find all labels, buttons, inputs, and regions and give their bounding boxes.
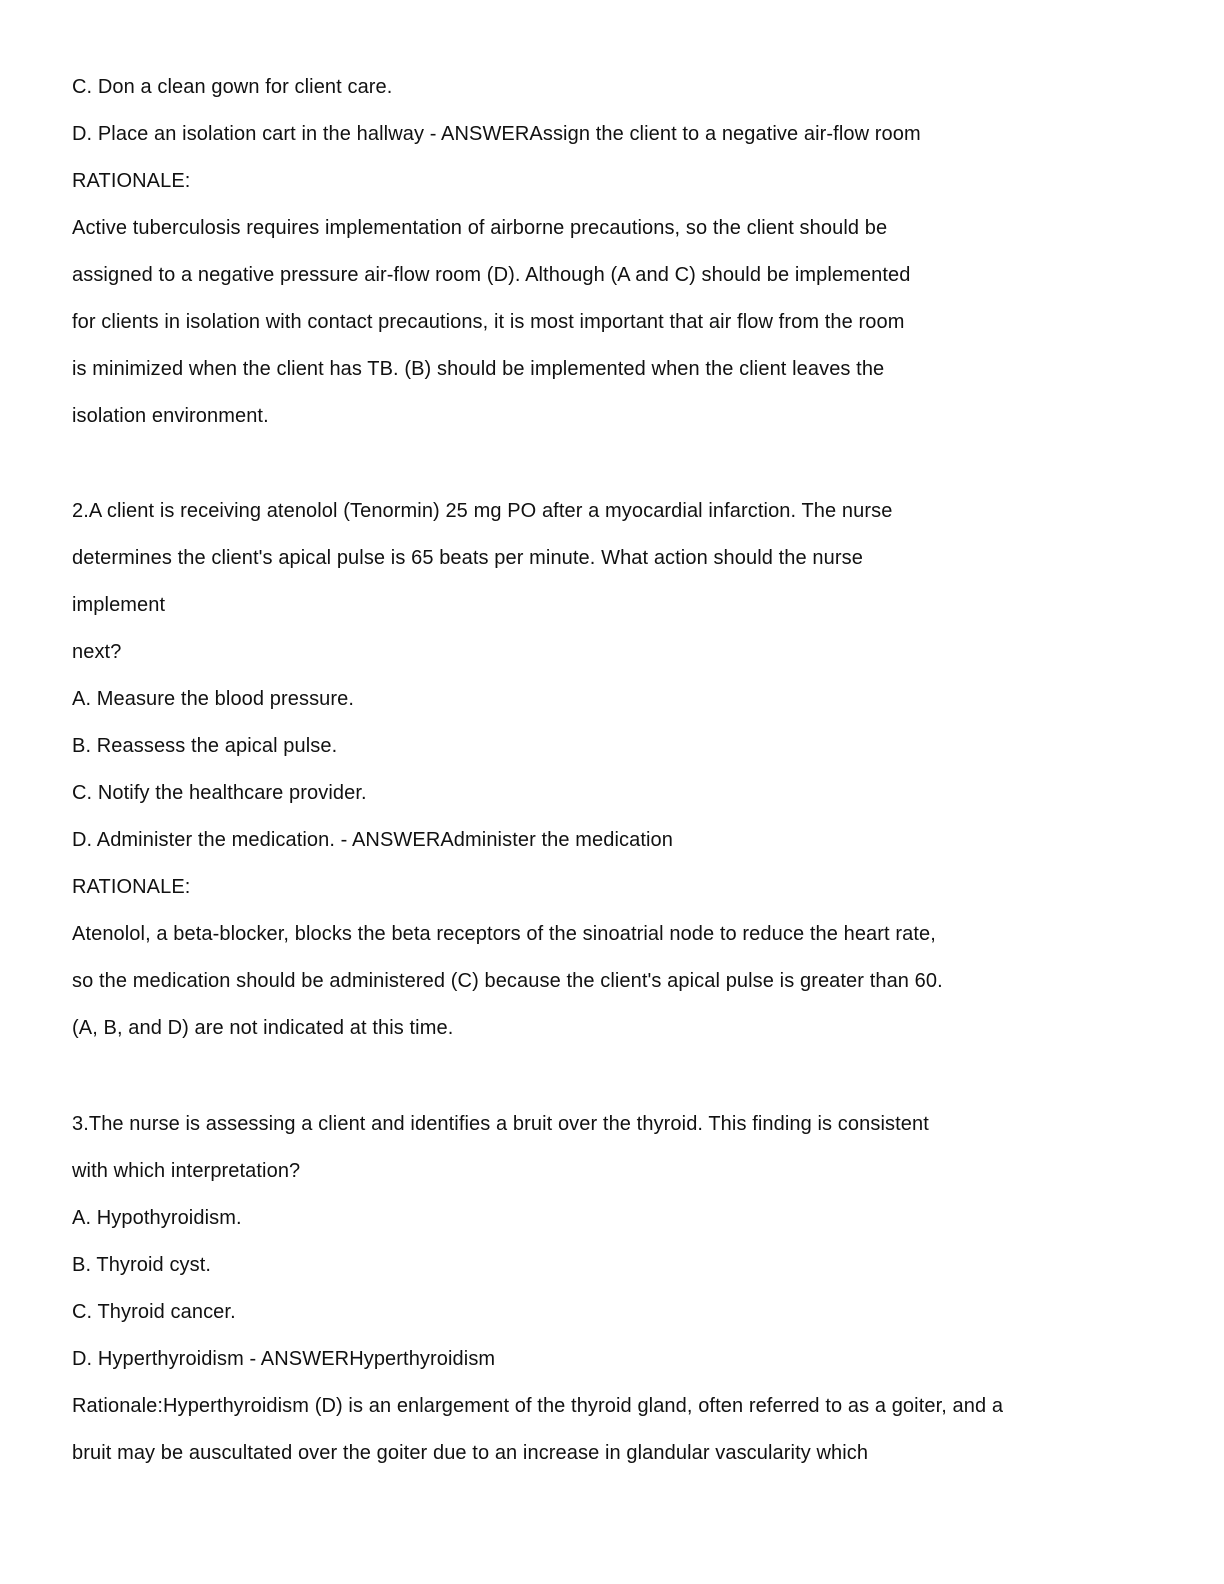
- q1-rationale-label: RATIONALE:: [72, 170, 191, 192]
- q3-stem-line: with which interpretation?: [72, 1160, 301, 1182]
- q1-rationale-line: for clients in isolation with contact precautions, it is most important that air flow from the room: [72, 311, 905, 333]
- q1-option-d-answer: D. Place an isolation cart in the hallway - ANSWERAssign the client to a negative air-flow room: [72, 123, 921, 145]
- q3-rationale-line: Rationale:Hyperthyroidism (D) is an enlargement of the thyroid gland, often referred to as a goiter, and a: [72, 1395, 1004, 1417]
- q1-rationale-line: Active tuberculosis requires implementation of airborne precautions, so the client should be: [72, 217, 888, 239]
- q1-rationale-line: isolation environment.: [72, 405, 269, 427]
- q3-rationale-line: bruit may be auscultated over the goiter due to an increase in glandular vascularity which: [72, 1442, 869, 1464]
- q2-stem-line: determines the client's apical pulse is 65 beats per minute. What action should the nurse: [72, 547, 863, 569]
- q2-rationale-line: Atenolol, a beta-blocker, blocks the beta receptors of the sinoatrial node to reduce the heart rate,: [72, 923, 936, 945]
- q2-rationale-line: (A, B, and D) are not indicated at this time.: [72, 1017, 454, 1039]
- q2-option-b: B. Reassess the apical pulse.: [72, 735, 338, 757]
- q2-stem-line: implement: [72, 594, 166, 616]
- q2-option-d-answer: D. Administer the medication. - ANSWERAdminister the medication: [72, 829, 673, 851]
- q2-stem-line: 2.A client is receiving atenolol (Tenormin) 25 mg PO after a myocardial infarction. The nurse: [72, 500, 893, 522]
- q1-option-c: C. Don a clean gown for client care.: [72, 76, 393, 98]
- q2-rationale-line: so the medication should be administered (C) because the client's apical pulse is greater than 60.: [72, 970, 943, 992]
- q1-rationale-line: is minimized when the client has TB. (B) should be implemented when the client leaves the: [72, 358, 885, 380]
- q2-option-c: C. Notify the healthcare provider.: [72, 782, 367, 804]
- q2-option-a: A. Measure the blood pressure.: [72, 688, 355, 710]
- q3-option-c: C. Thyroid cancer.: [72, 1301, 236, 1323]
- q2-rationale-label: RATIONALE:: [72, 876, 191, 898]
- q3-option-d-answer: D. Hyperthyroidism - ANSWERHyperthyroidism: [72, 1348, 496, 1370]
- q2-stem-line: next?: [72, 641, 122, 663]
- q3-stem-line: 3.The nurse is assessing a client and identifies a bruit over the thyroid. This finding is consistent: [72, 1113, 929, 1135]
- q3-option-b: B. Thyroid cyst.: [72, 1254, 212, 1276]
- q3-option-a: A. Hypothyroidism.: [72, 1207, 242, 1229]
- q1-rationale-line: assigned to a negative pressure air-flow room (D). Although (A and C) should be implemented: [72, 264, 911, 286]
